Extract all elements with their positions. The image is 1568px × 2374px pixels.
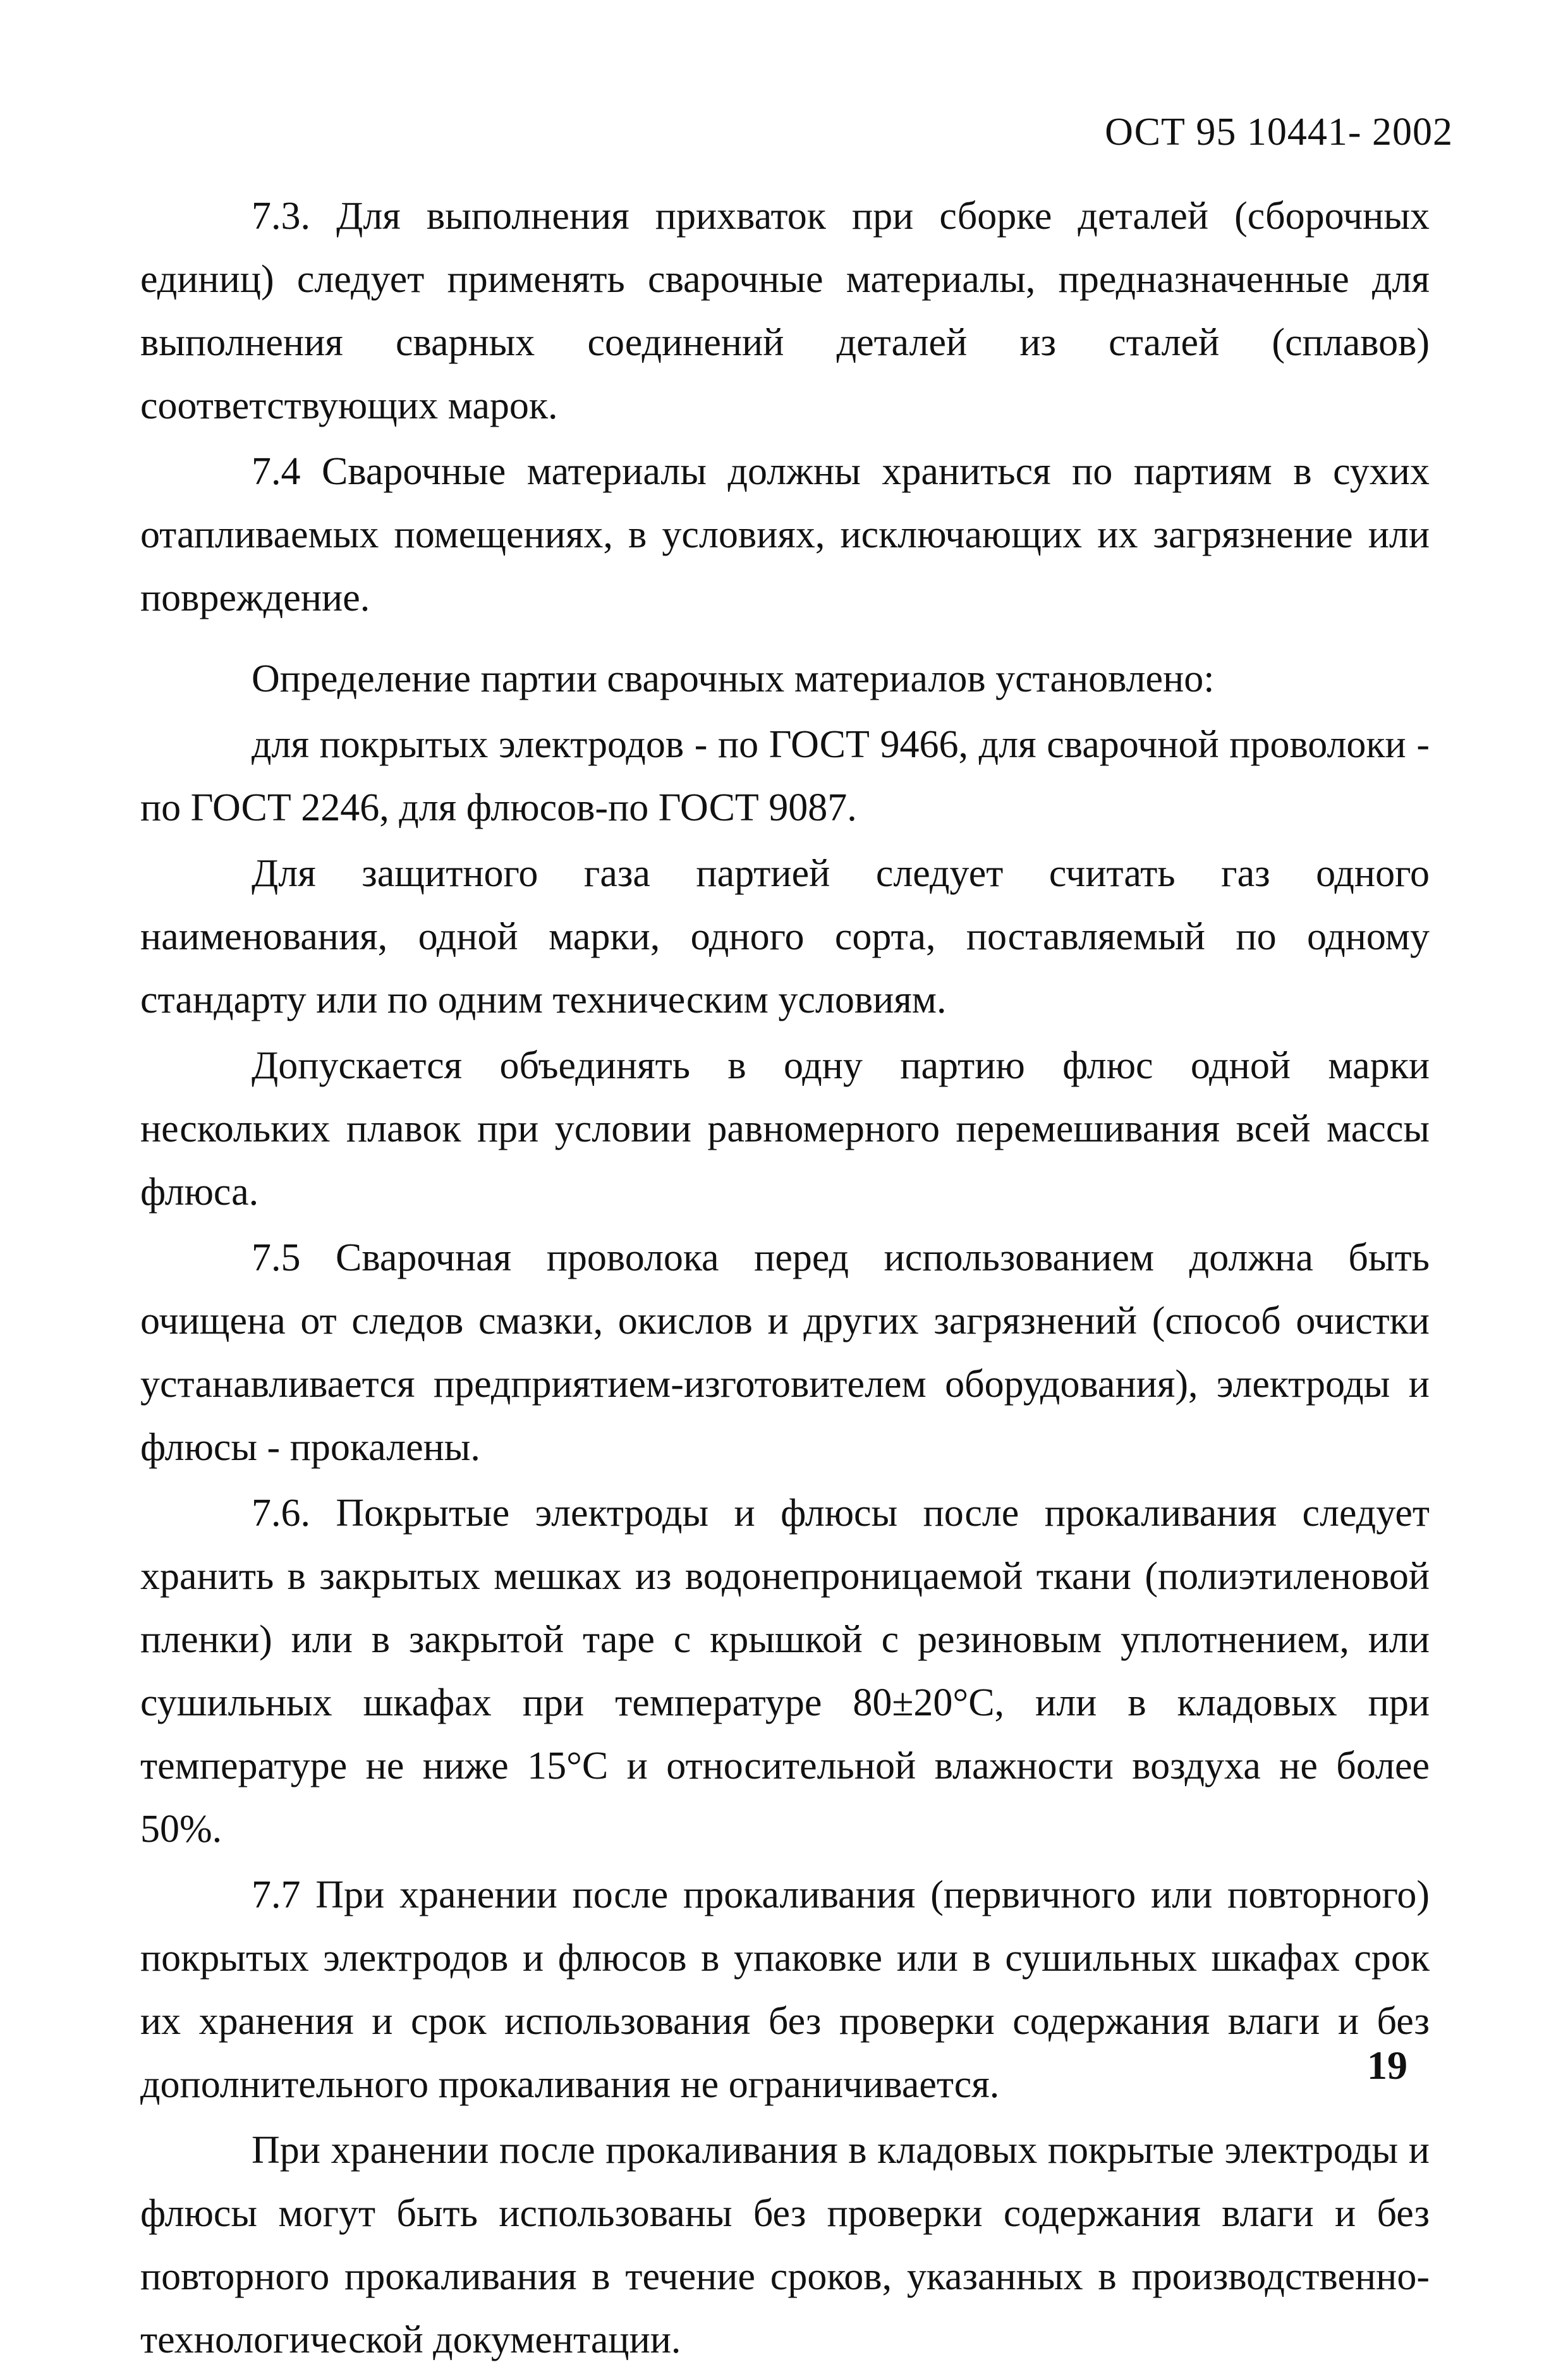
- paragraph-shielding-gas: Для защитного газа партией следует считать газ одного наименования, одной марки, одного сорта, поставляемый по одному стандарту или по одним техническим условиям.: [140, 852, 1430, 1021]
- paragraph-storage-pantry: При хранении после прокаливания в кладовых покрытые электроды и флюсы могут быть использованы без проверки содержания влаги и без повторного прокаливания в течение сроков, указанных в производственно-технологической документации.: [140, 2129, 1430, 2361]
- paragraph-7-6: 7.6. Покрытые электроды и флюсы после прокаливания следует хранить в закрытых мешках из водонепроницаемой ткани (полиэтиленовой пленки) или в закрытой таре с крышкой с резиновым уплотнением, или сушильных шкафах при температуре 80±20°С, или в кладовых при температуре не ниже 15°С и относительной влажности воздуха не более 50%.: [140, 1492, 1430, 1851]
- document-code: ОСТ 95 10441- 2002: [1105, 111, 1453, 154]
- paragraph-7-3: 7.3. Для выполнения прихваток при сборке деталей (сборочных единиц) следует применять сварочные материалы, предназначенные для выполнения сварных соединений деталей из сталей (сплавов) соответствующих марок.: [140, 195, 1430, 427]
- paragraph-flux-batch: Допускается объединять в одну партию флюс одной марки нескольких плавок при условии равномерного перемешивания всей массы флюса.: [140, 1044, 1430, 1214]
- paragraph-batch-standards: для покрытых электродов - по ГОСТ 9466, для сварочной проволоки - по ГОСТ 2246, для флюсов-по ГОСТ 9087.: [140, 723, 1430, 829]
- paragraph-7-5: 7.5 Сварочная проволока перед использованием должна быть очищена от следов смазки, окислов и других загрязнений (способ очистки устанавливается предприятием-изготовителем оборудования), электроды и флюсы - прокалены.: [140, 1236, 1430, 1469]
- paragraph-7-7: 7.7 При хранении после прокаливания (первичного или повторного) покрытых электродов и флюсов в упаковке или в сушильных шкафах срок их хранения и срок использования без проверки содержания влаги и без дополнительного прокаливания не ограничивается.: [140, 1873, 1430, 2106]
- document-body: [140, 185, 1430, 2374]
- paragraph-7-4: 7.4 Сварочные материалы должны храниться по партиям в сухих отапливаемых помещениях, в условиях, исключающих их загрязнение или повреждение.: [140, 450, 1430, 619]
- paragraph-batch-definition: Определение партии сварочных материалов установлено:: [252, 657, 1215, 700]
- page-number: 19: [1367, 2043, 1407, 2088]
